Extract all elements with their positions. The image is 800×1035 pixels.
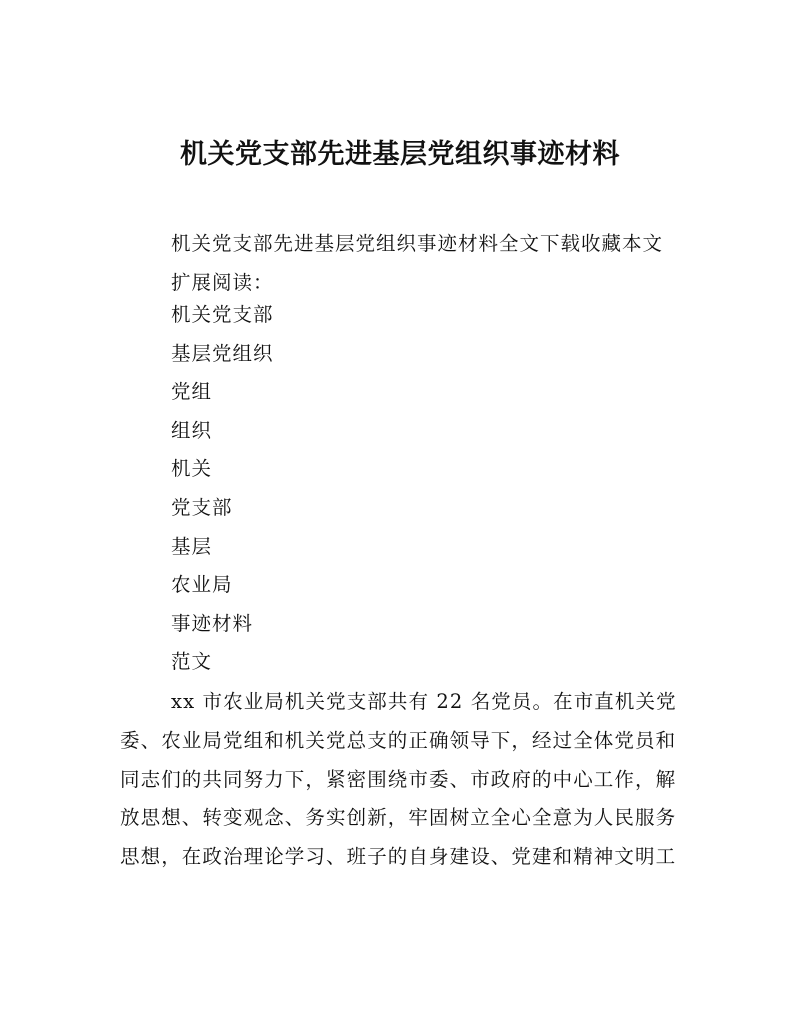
body-line: 委、农业局党组和机关党总支的正确领导下，经过全体党员和 — [120, 728, 677, 752]
body-paragraph — [120, 683, 690, 877]
keyword-link[interactable]: 组织 — [171, 418, 213, 442]
body-line: 放思想、转变观念、务实创新，牢固树立全心全意为人民服务 — [120, 806, 677, 830]
body-line: 同志们的共同努力下，紧密围绕市委、市政府的中心工作，解 — [120, 767, 677, 791]
keyword-link[interactable]: 农业局 — [171, 573, 233, 597]
keyword-link[interactable]: 机关党支部 — [171, 303, 274, 326]
keyword-link[interactable]: 机关 — [171, 457, 213, 481]
body-line: xx 市农业局机关党支部共有 22 名党员。在市直机关党 — [171, 690, 677, 713]
keyword-link[interactable]: 基层 — [171, 534, 213, 558]
intro-block — [171, 225, 691, 302]
document-title: 机关党支部先进基层党组织事迹材料 — [180, 139, 620, 170]
intro-line: 机关党支部先进基层党组织事迹材料全文下载收藏本文 — [171, 232, 664, 255]
keyword-link[interactable]: 基层党组织 — [171, 341, 274, 365]
keyword-link[interactable]: 党支部 — [171, 495, 233, 519]
keyword-link[interactable]: 范文 — [171, 650, 213, 674]
extended-reading-label: 扩展阅读： — [171, 270, 274, 294]
body-line: 思想，在政治理论学习、班子的自身建设、党建和精神文明工 — [120, 845, 677, 869]
keyword-link[interactable]: 党组 — [171, 380, 213, 404]
keyword-list — [171, 296, 571, 682]
keyword-link[interactable]: 事迹材料 — [171, 611, 254, 635]
